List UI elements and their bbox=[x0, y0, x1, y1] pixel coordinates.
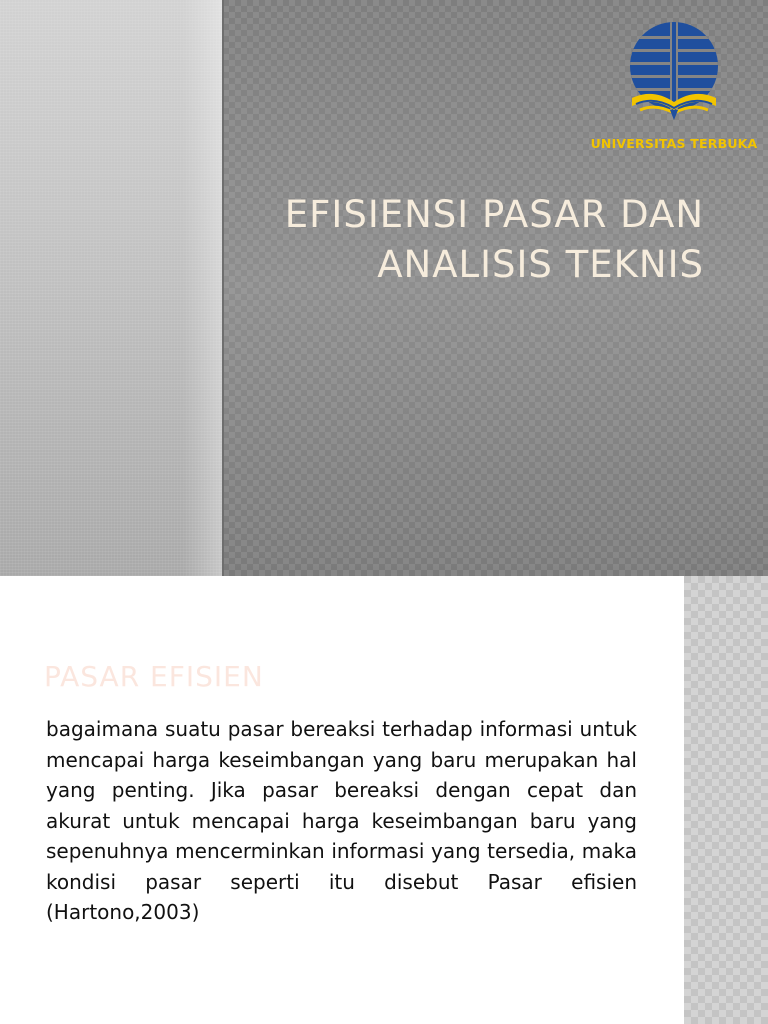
content-slide bbox=[0, 576, 768, 1024]
decorative-side-strip bbox=[684, 576, 768, 1024]
globe-book-pen-logo-icon bbox=[626, 16, 722, 132]
university-logo bbox=[588, 16, 760, 158]
content-heading: PASAR EFISIEN bbox=[44, 660, 264, 693]
slide-title-line-2: ANALISIS TEKNIS bbox=[377, 243, 704, 286]
content-body-text: bagaimana suatu pasar bereaksi terhadap informasi untuk mencapai harga keseimbangan yang baru merupakan hal yang penting. Jika pasar bereaksi dengan cepat dan akurat untuk mencapai harga keseimbangan baru yang sepenuhnya mencerminkan informasi yang tersedia, maka kondisi pasar seperti itu disebut Pasar efisien (Hartono,2003) bbox=[46, 717, 637, 924]
logo-text: UNIVERSITAS TERBUKA bbox=[590, 136, 758, 151]
slide-title bbox=[224, 190, 704, 290]
slide-title-line-1: EFISIENSI PASAR DAN bbox=[284, 193, 704, 236]
title-slide-left-panel bbox=[0, 0, 223, 576]
